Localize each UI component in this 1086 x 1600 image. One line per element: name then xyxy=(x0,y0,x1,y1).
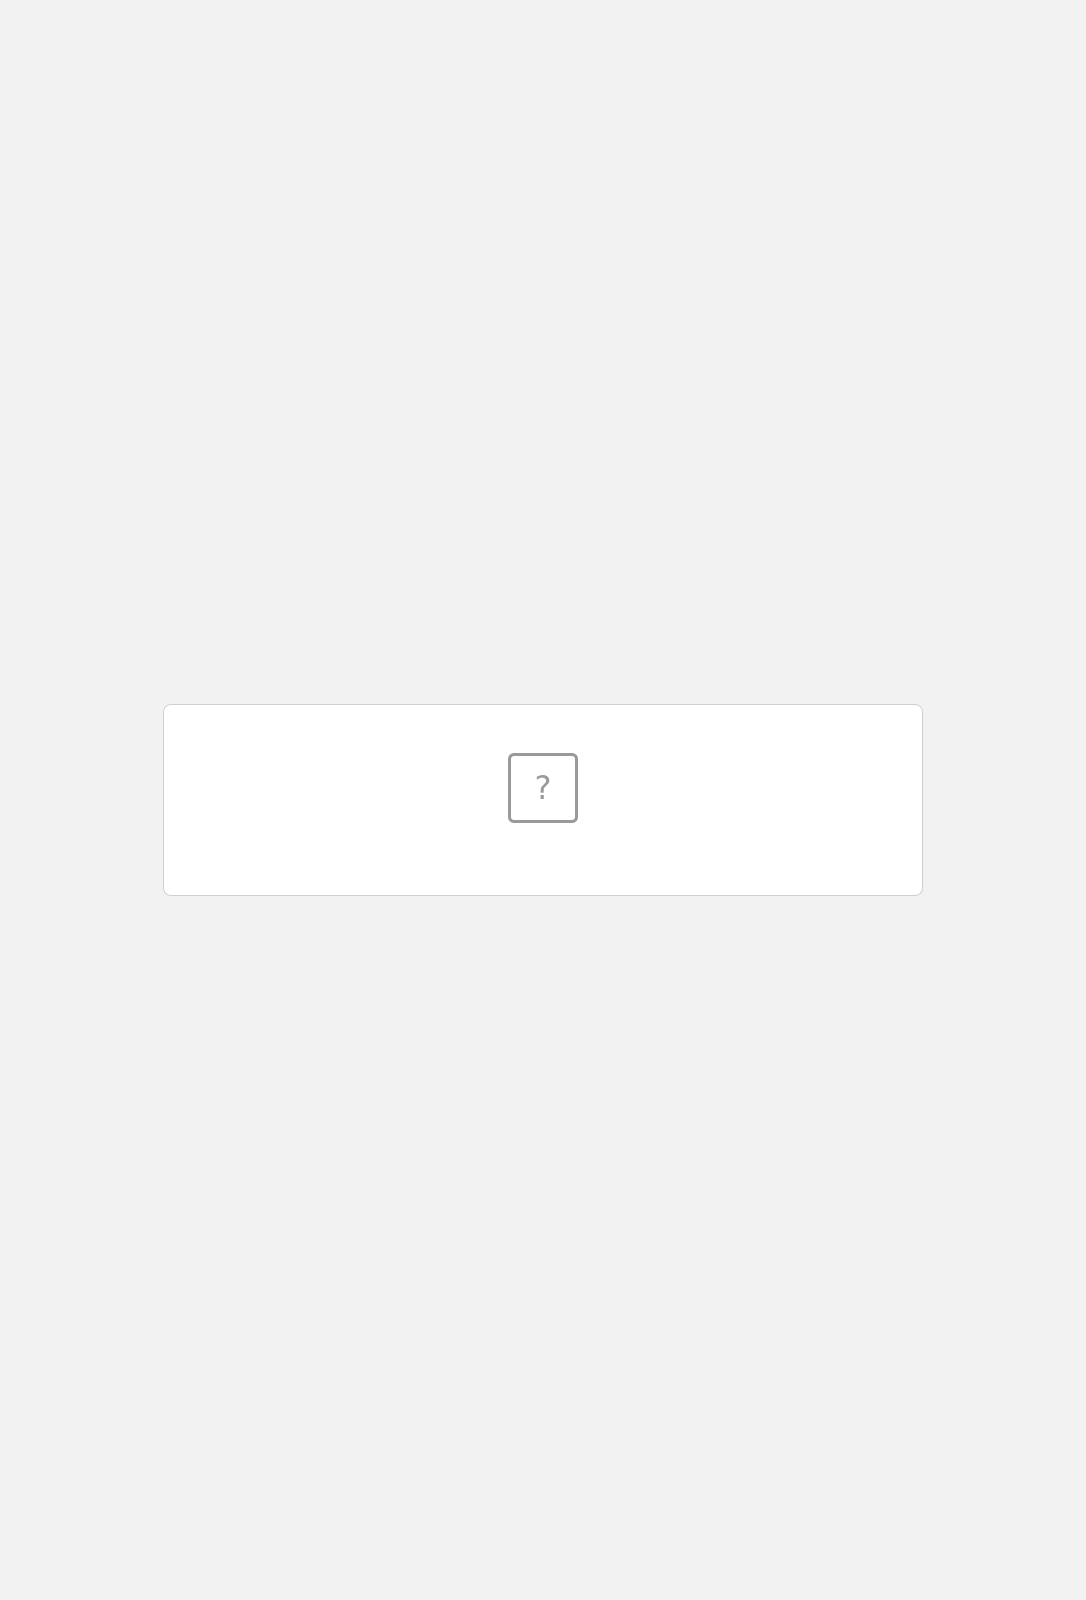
empty-placeholder xyxy=(163,704,923,896)
image-missing-icon: ? xyxy=(508,753,578,823)
